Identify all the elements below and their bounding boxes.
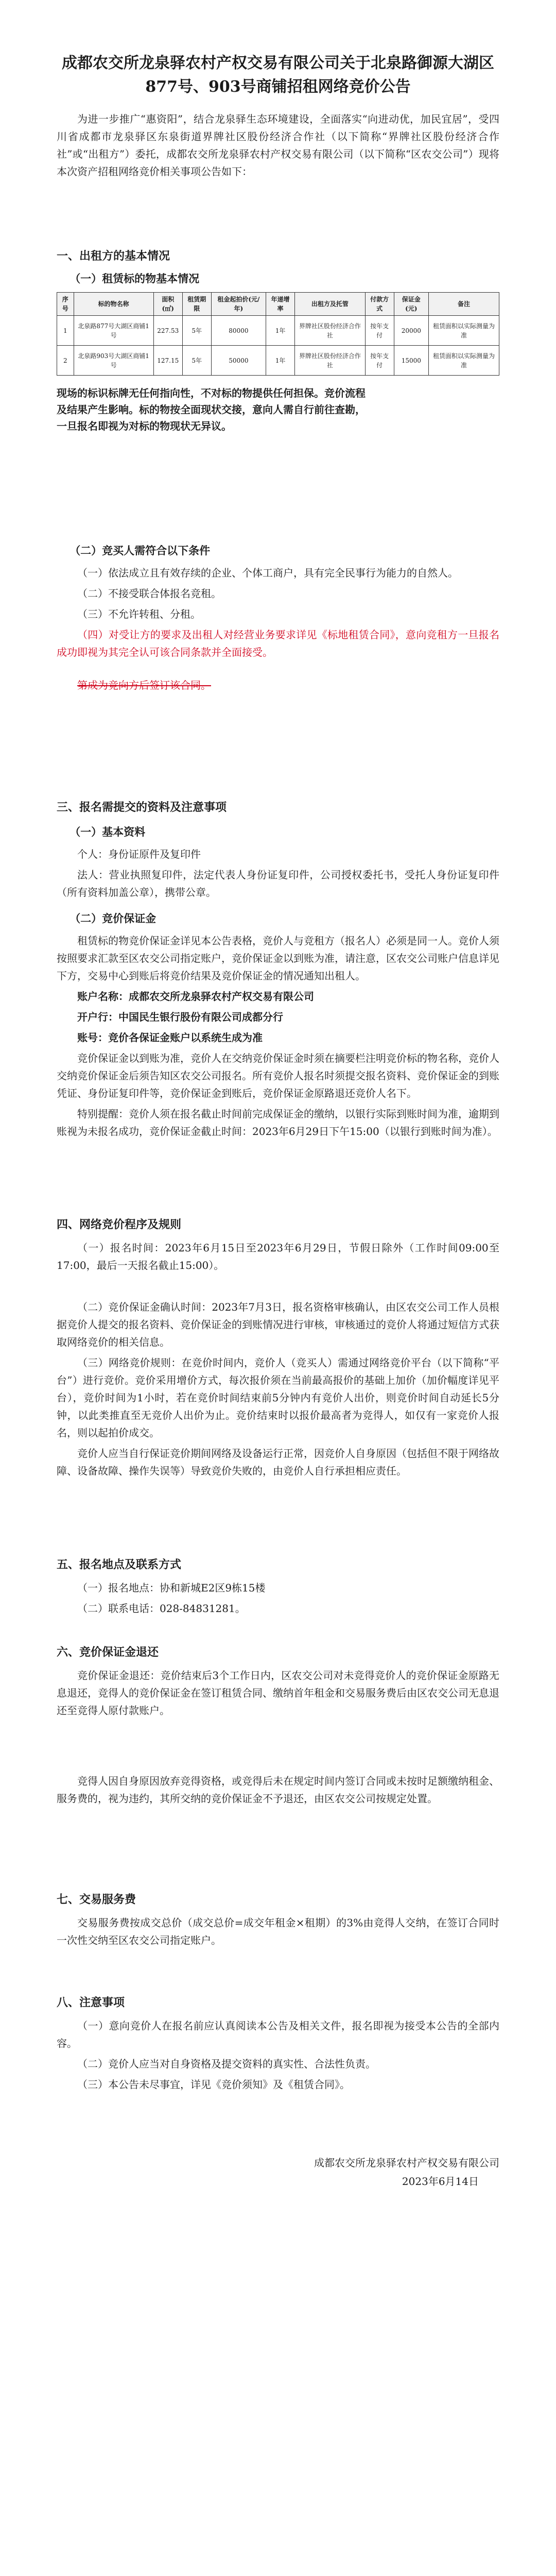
table-cell: 15000 [394,346,429,376]
table-cell: 界牌社区股份经济合作社 [294,316,365,346]
table-header-cell: 面积(㎡) [153,293,182,316]
table-cell: 5年 [182,316,211,346]
section-6-heading: 六、竞价保证金退还 [57,1646,159,1659]
requirement-item: （一）依法成立且有效存续的企业、个体工商户，具有完全民事行为能力的自然人。 [77,567,458,579]
signature-block [57,2154,499,2191]
table-cell: 按年支付 [365,346,394,376]
bank-account-name: 账户名称：成都农交所龙泉驿农村产权交易有限公司 [77,990,314,1003]
section-8-heading: 八、注意事项 [57,1996,125,2009]
section-7-heading: 七、交易服务费 [57,1893,136,1906]
bidding-rules: （三）网络竞价规则：在竞价时间内，竞价人（竞买人）需通过网络竞价平台（以下简称“平台”）进行竞价。竞价采用增价方式，每次报价须在当前最高报价的基础上加价（加价幅度详见平台），竞价时间为1小时，若在竞价时间结束前5分钟内有竞价人出价，则竞价时间自动延长5分钟，以此类推直至无竞价人出价为止。竞价结束时以报价最高者为竞得人，如仅有一家竞价人报名，则以起拍价成交。 [57,1357,499,1439]
table-cell: 租赁面积以实际测量为准 [429,316,499,346]
basic-docs-heading: （一）基本资料 [70,825,146,838]
section-4 [57,1211,499,1277]
table-cell: 227.53 [153,316,182,346]
deposit-paragraph: 租赁标的物竞价保证金详见本公告表格，竞价人与竞租方（报名人）必须是同一人。竞价人须按照要求汇款至区农交公司指定账户，竞价保证金以到账为准，请注意，区农交公司账户信息详见下方，交易中心到账后将竞价结果及竞价保证金的情况通知出租人。 [57,935,499,982]
table-cell: 80000 [211,316,266,346]
table-cell: 租赁面积以实际测量为准 [429,346,499,376]
header-section [57,52,499,180]
section-7 [57,1886,499,1952]
page-title: 成都农交所龙泉驿农村产权交易有限公司关于北泉路御源大湖区877号、903号商铺招租网络竞价公告 [62,54,494,96]
section-2 [57,533,499,697]
contact-phone: （二）联系电话：028-84831281。 [77,1602,246,1615]
warning-line: 及结果产生影响。标的物按全面现状交接，意向人需自行前往查勘， [57,403,366,416]
table-header-cell: 租赁期限 [182,293,211,316]
table-header-cell: 保证金(元) [394,293,429,316]
table-cell: 20000 [394,316,429,346]
deposit-refund: 竞价保证金退还：竞价结束后3个工作日内，区农交公司对未竞得竞价人的竞价保证金原路无息退还，竞得人的竞价保证金在签订租赁合同、缴纳首年租金和交易服务费后由区农交公司无息退还至竞得人原付款账户。 [57,1669,499,1717]
table-cell: 50000 [211,346,266,376]
asset-table [57,292,499,376]
section-1-subheading: （一）租赁标的物基本情况 [70,272,200,285]
section-5 [57,1551,499,1620]
table-cell: 5年 [182,346,211,376]
deposit-heading: （二）竞价保证金 [70,912,157,925]
warning-line: 现场的标识标牌无任何指向性，不对标的物提供任何担保。竞价流程 [57,387,366,399]
section-8 [57,1989,499,2096]
warning-note [57,385,499,434]
table-cell: 按年支付 [365,316,394,346]
table-cell: 1 [57,316,74,346]
section-5-heading: 五、报名地点及联系方式 [57,1558,182,1571]
table-cell: 北泉路903号大湖区商铺1号 [74,346,153,376]
bank-branch: 开户行：中国民生银行股份有限公司成都分行 [77,1011,283,1023]
table-cell: 北泉路877号大湖区商铺1号 [74,316,153,346]
table-header-cell: 标的物名称 [74,293,153,316]
table-cell: 1年 [266,316,295,346]
table-header-cell: 年递增率 [266,293,295,316]
section-1-heading: 一、出租方的基本情况 [57,249,170,263]
requirement-item-highlight: （四）对受让方的要求及出租人对经营业务要求详见《标地租赁合同》，意向竞租方一旦报名成功即视为其完全认可该合同条款并全面接受。 [57,629,499,658]
requirement-item: （三）不允许转租、分租。 [77,608,201,620]
section-6 [57,1638,499,1722]
table-cell: 界牌社区股份经济合作社 [294,346,365,376]
section-4-rules [57,1298,499,1483]
table-header-cell: 序号 [57,293,74,316]
bidding-rules-2: 竞价人应当自行保证竞价期间网络及设备运行正常，因竞价人自身原因（包括但不限于网络故障、设备故障、操作失误等）导致竞价失败的，由竞价人自行承担相应责任。 [57,1447,499,1477]
table-cell: 1年 [266,346,295,376]
table-header-cell: 出租方及托管 [294,293,365,316]
individual-docs: 个人：身份证原件及复印件 [77,848,201,860]
corporate-docs: 法人：营业执照复印件，法定代表人身份证复印件，公司授权委托书，受托人身份证复印件（所有资料加盖公章），携带公章。 [57,869,499,899]
requirements-heading: （二）竞买人需符合以下条件 [70,544,211,557]
section-4-heading: 四、网络竞价程序及规则 [57,1218,182,1231]
table-cell: 127.15 [153,346,182,376]
table-header-cell: 租金起拍价(元/年) [211,293,266,316]
confirmation-time: （二）竞价保证金确认时间：2023年7月3日，报名资格审核确认，由区农交公司工作人员根据竞价人提交的报名资料、竞价保证金的到账情况进行审核，审核通过的竞价人将通过短信方式获取网络竞价的相关信息。 [57,1301,499,1348]
warning-line: 一旦报名即视为对标的物现状无异议。 [57,420,232,432]
table-header-cell: 备注 [429,293,499,316]
table-header-cell: 付款方式 [365,293,394,316]
table-row [57,316,499,346]
intro-paragraph: 为进一步推广“惠资阳”，结合龙泉驿生态环境建设，全面落实“向进动优，加民宜居”，受四川省成都市龙泉驿区东泉街道界牌社区股份经济合作社（以下简称“界牌社区股份经济合作社”或“出租方”）委托，成都农交所龙泉驿农村产权交易有限公司（以下简称“区农交公司”）现将本次资产招租网络竞价相关事项公告如下： [57,113,499,178]
note-item: （二）竞价人应当对自身资格及提交资料的真实性、合法性负责。 [77,2058,376,2070]
requirement-item: （二）不接受联合体报名竞租。 [77,587,221,600]
service-fee: 交易服务费按成交总价（成交总价=成交年租金×租期）的3%由竞得人交纳，在签订合同时一次性交纳至区农交公司指定账户。 [57,1917,499,1946]
section-3-heading: 三、报名需提交的资料及注意事项 [57,801,227,814]
note-item: （一）意向竞价人在报名前应认真阅读本公告及相关文件，报名即视为接受本公告的全部内容。 [57,2020,499,2049]
deposit-paragraph-2: 竞价保证金以到账为准，竞价人在交纳竞价保证金时须在摘要栏注明竞价标的物名称，竞价人交纳竞价保证金后须告知区农交公司报名。所有竞价人报名时须提交报名资料、竞价保证金的到账凭证、身份证复印件等，竞价保证金到账后，竞价保证金原路退还竞价人名下。 [57,1052,499,1099]
issue-date: 2023年6月14日 [402,2175,479,2188]
special-reminder: 特别提醒：竞价人须在报名截止时间前完成保证金的缴纳，以银行实际到账时间为准，逾期到账视为未报名成功，竞价保证金截止时间：2023年6月29日下午15:00（以银行到账时间为准）。 [57,1108,499,1138]
issuer-name: 成都农交所龙泉驿农村产权交易有限公司 [314,2157,499,2169]
section-1 [57,242,499,434]
bank-account-number: 账号：竞价各保证金账户以系统生成为准 [77,1031,263,1044]
table-row [57,346,499,376]
struck-note: 第成为竞向方后签订该合同。 [77,679,211,691]
table-header-row [57,293,499,316]
table-cell: 2 [57,346,74,376]
section-3 [57,793,499,1143]
registration-time: （一）报名时间：2023年6月15日至2023年6月29日，节假日除外（工作时间09:00至17:00，最后一天报名截止15:00）。 [57,1242,499,1272]
registration-address: （一）报名地点：协和新城E2区9栋15楼 [77,1582,266,1594]
deposit-forfeit: 竞得人因自身原因放弃竞得资格，或竞得后未在规定时间内签订合同或未按时足额缴纳租金、服务费的，视为违约，其所交纳的竞价保证金不予退还，由区农交公司按规定处置。 [57,1775,499,1805]
section-6-default [57,1772,499,1810]
note-item: （三）本公告未尽事宜，详见《竞价须知》及《租赁合同》。 [77,2078,350,2091]
